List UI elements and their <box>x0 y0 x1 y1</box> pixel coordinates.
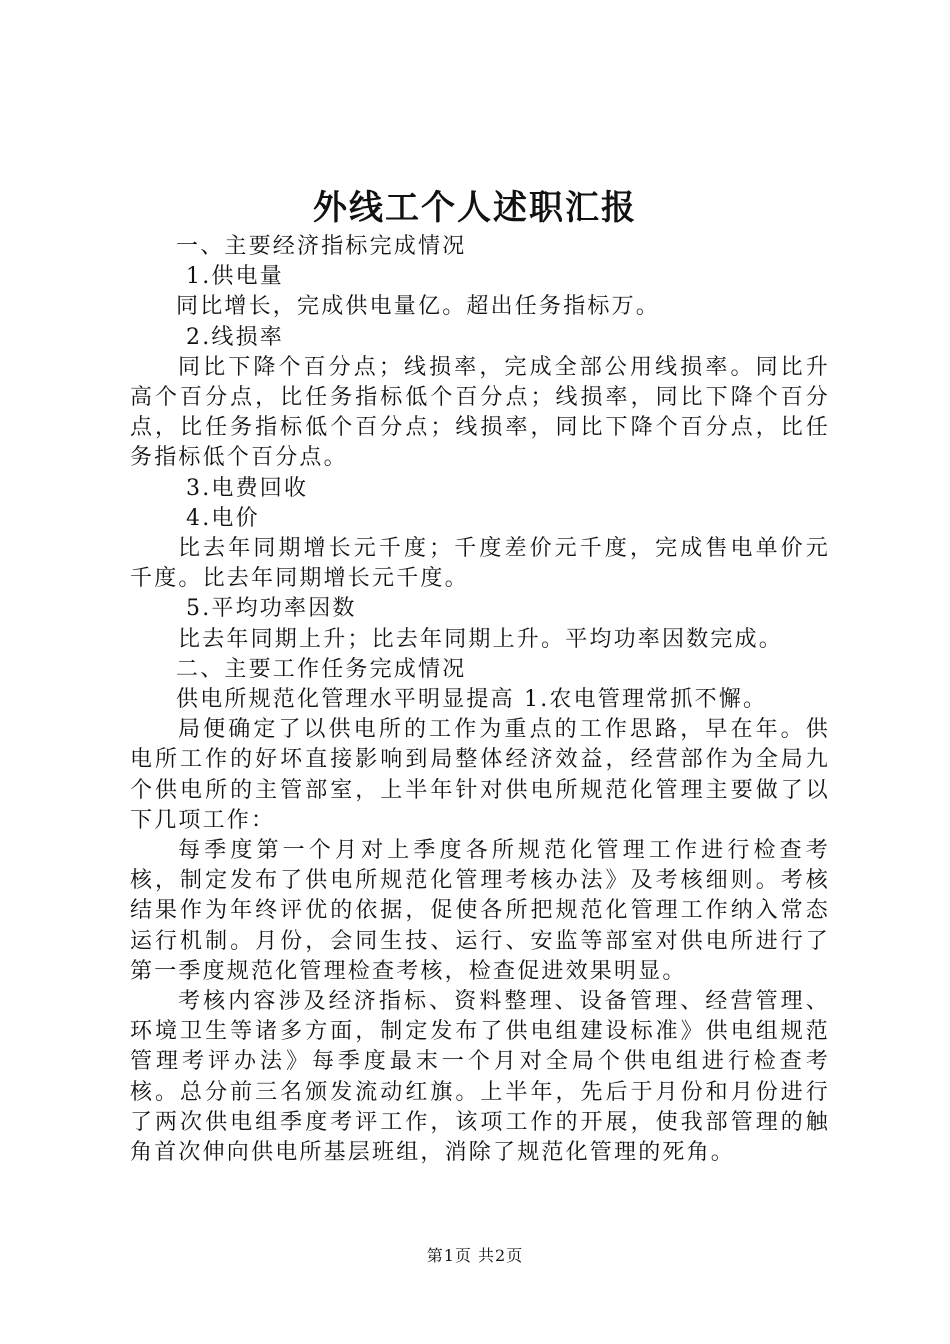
subheading-line-loss: 2.线损率 <box>186 324 284 350</box>
page-footer: 第1页 共2页 <box>426 1246 524 1265</box>
paragraph: 同比增长，完成供电量亿。超出任务指标万。 <box>176 294 661 320</box>
document-title: 外线工个人述职汇报 <box>313 188 637 228</box>
subheading-fee-collection: 3.电费回收 <box>186 475 309 501</box>
subheading-price: 4.电价 <box>186 505 260 531</box>
subheading-power-factor: 5.平均功率因数 <box>186 596 357 622</box>
document-body <box>130 232 830 1168</box>
paragraph: 供电所规范化管理水平明显提高 1.农电管理常抓不懈。 <box>176 687 768 713</box>
paragraph: 每季度第一个月对上季度各所规范化管理工作进行检查考核，制定发布了供电所规范化管理考核办法》及考核细则。考核结果作为年终评优的依据，促使各所把规范化管理工作纳入常态运行机制。月份，会同生技、运行、安监等部室对供电所进行了第一季度规范化管理检查考核，检查促进效果明显。 <box>130 838 830 984</box>
section-heading-2: 二、主要工作任务完成情况 <box>176 656 467 682</box>
paragraph: 局便确定了以供电所的工作为重点的工作思路，早在年。供电所工作的好坏直接影响到局整体经济效益，经营部作为全局九个供电所的主管部室，上半年针对供电所规范化管理主要做了以下几项工作： <box>130 717 830 833</box>
paragraph: 比去年同期增长元千度；千度差价元千度，完成售电单价元千度。比去年同期增长元千度。 <box>130 536 830 592</box>
paragraph: 同比下降个百分点；线损率，完成全部公用线损率。同比升高个百分点，比任务指标低个百分点；线损率，同比下降个百分点，比任务指标低个百分点；线损率，同比下降个百分点，比任务指标低个百分点。 <box>130 354 830 471</box>
section-heading-1: 一、主要经济指标完成情况 <box>176 234 467 259</box>
subheading-power-supply: 1.供电量 <box>186 264 284 290</box>
paragraph: 考核内容涉及经济指标、资料整理、设备管理、经营管理、环境卫生等诸多方面，制定发布了供电组建设标准》供电组规范管理考评办法》每季度最末一个月对全局个供电组进行检查考核。总分前三名颁发流动红旗。上半年，先后于月份和月份进行了两次供电组季度考评工作，该项工作的开展，使我部管理的触角首次伸向供电所基层班组，消除了规范化管理的死角。 <box>130 989 830 1166</box>
paragraph: 比去年同期上升；比去年同期上升。平均功率因数完成。 <box>178 626 784 652</box>
